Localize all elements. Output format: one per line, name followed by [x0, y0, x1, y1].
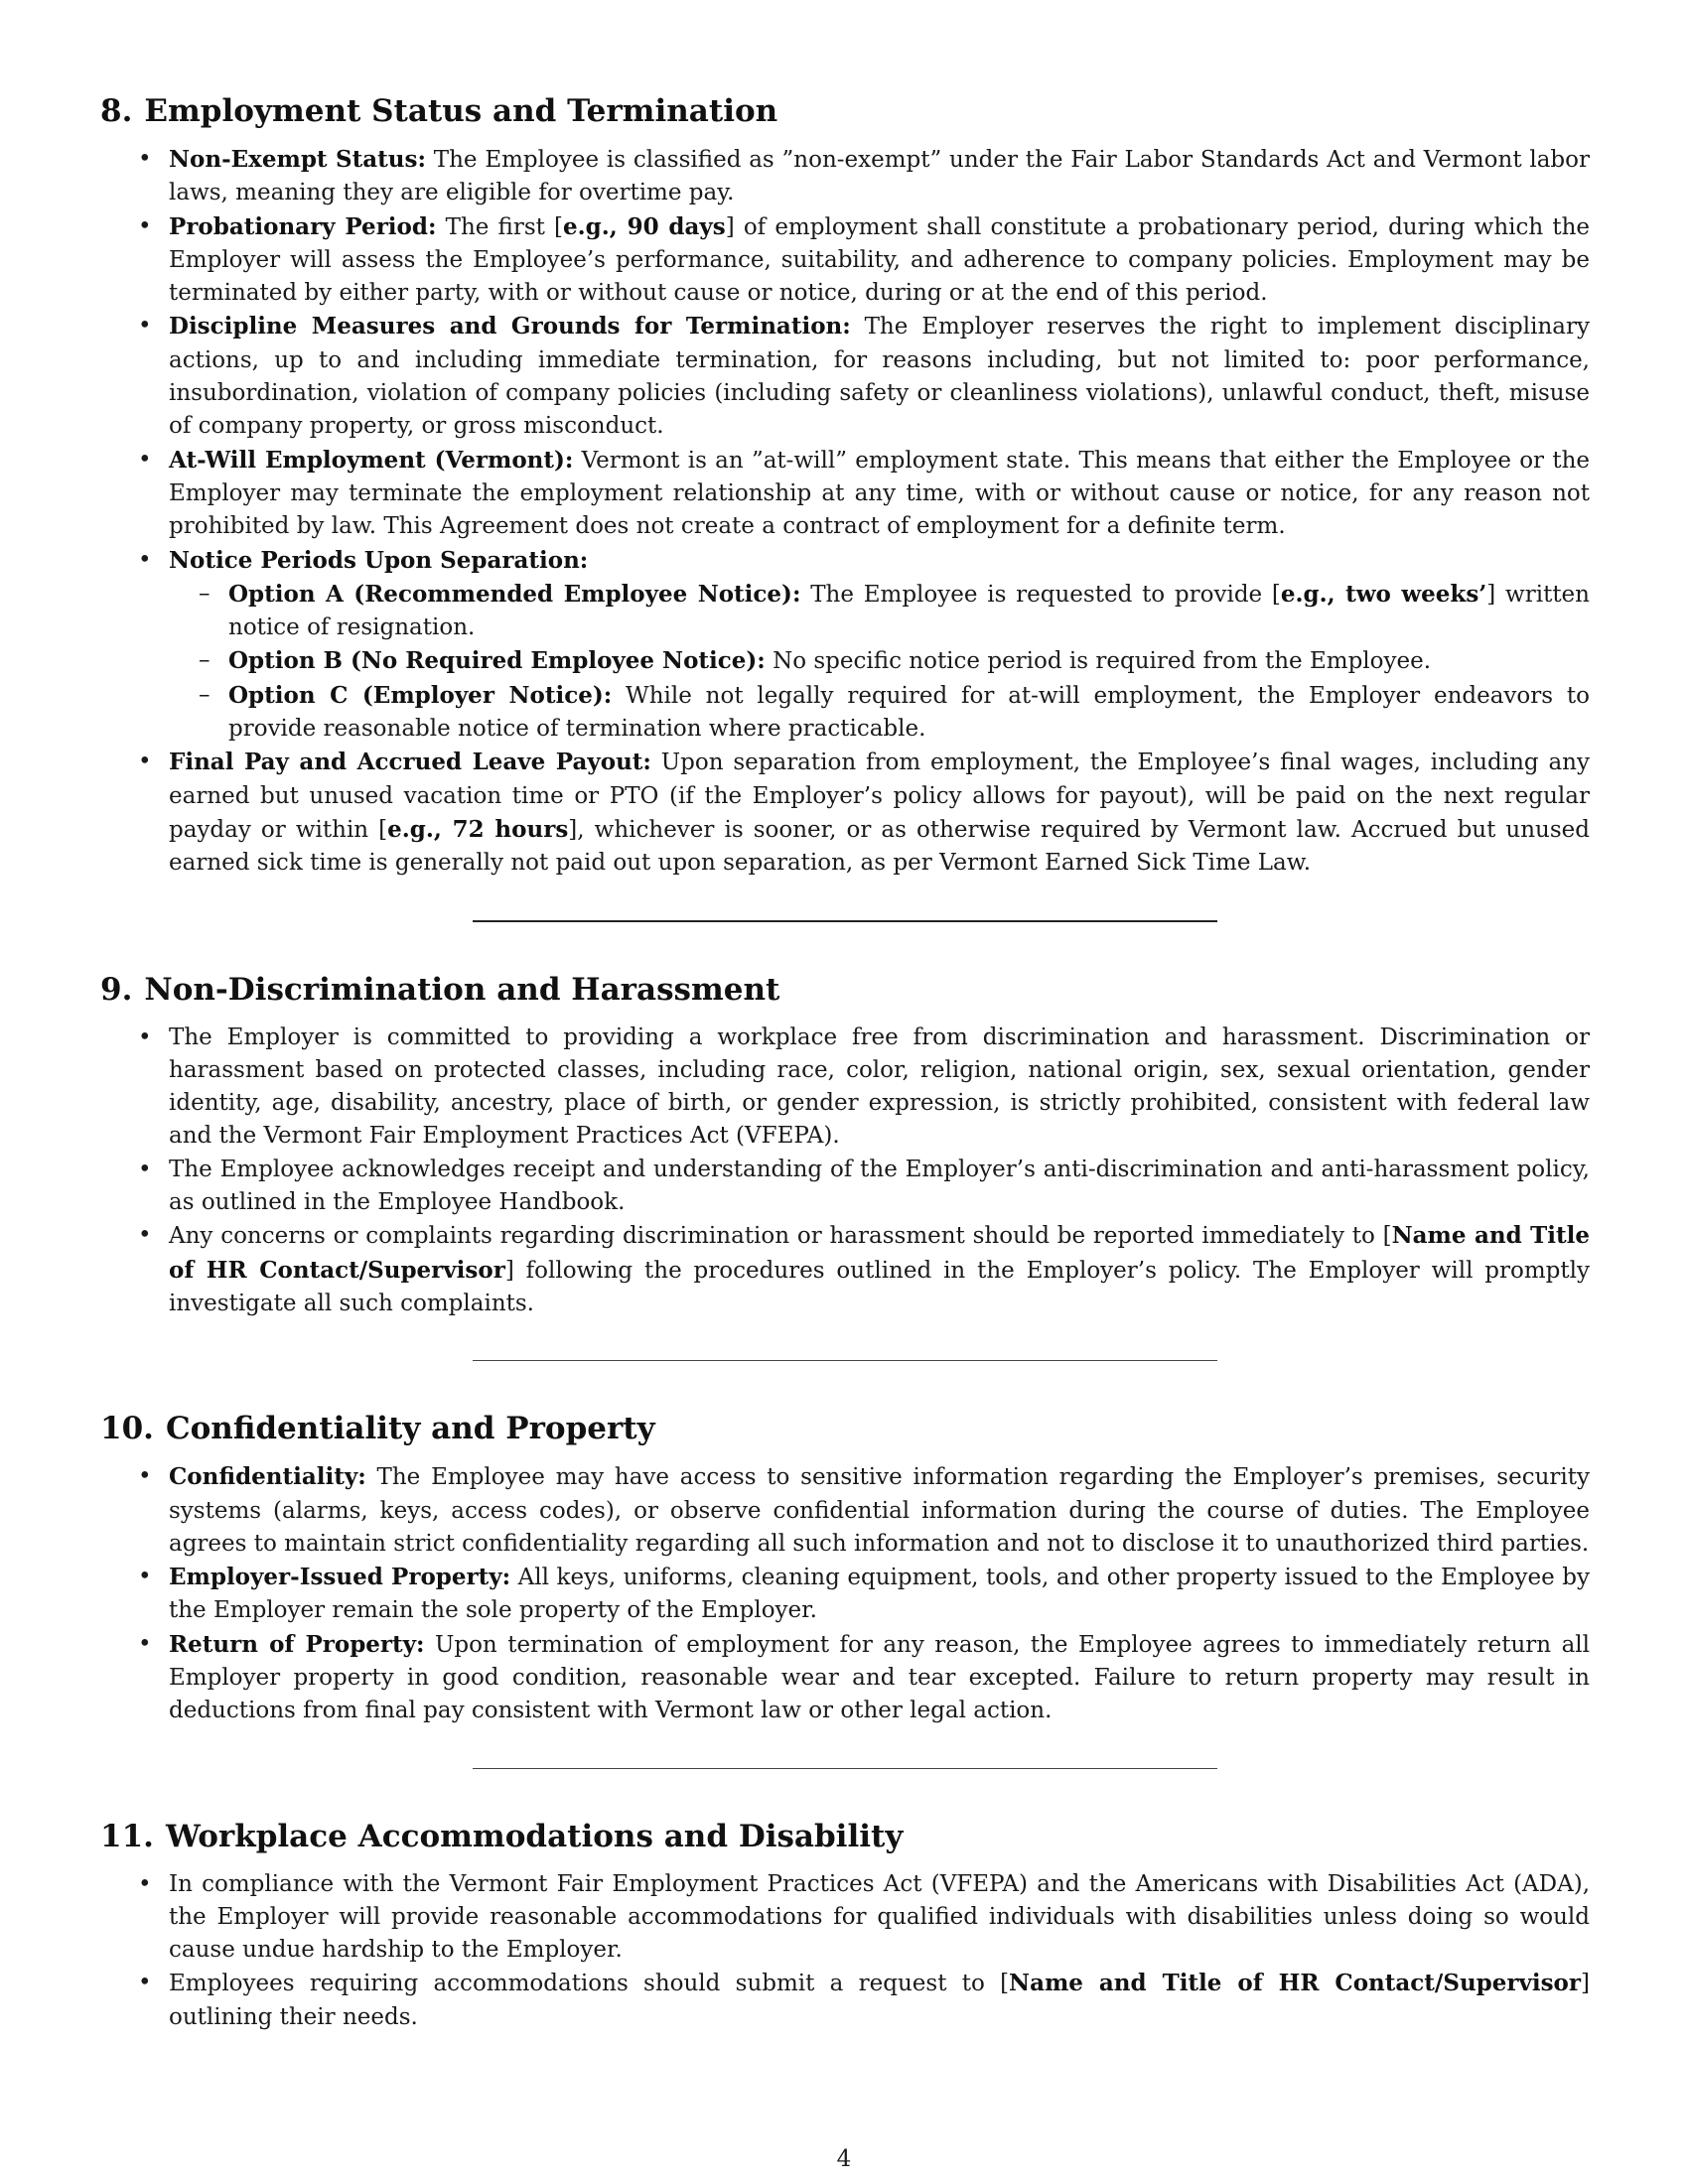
- section-divider: [473, 920, 1217, 922]
- item-text: ] following the procedures outlined in the Employer’s policy. The Employer will promptly investigate all such complaints.: [169, 1257, 1590, 1316]
- item-label: Confidentiality:: [169, 1463, 366, 1491]
- item-text: The first [: [436, 213, 563, 240]
- list-item: [100, 444, 1590, 544]
- item-label: Final Pay and Accrued Leave Payout:: [169, 749, 651, 776]
- item-text: The Employee is classified as ”non-exempt” under the Fair Labor Standards Act and Vermont labor laws, meaning they are eligible for overtime pay.: [169, 147, 1590, 206]
- section-11: [100, 1817, 1590, 2034]
- item-text: Upon termination of employment for any reason, the Employee agrees to immediately return all Employer property in good condition, reasonable wear and tear excepted. Failure to return property may result in deductions from final pay consistent with Vermont law or other legal action.: [169, 1631, 1590, 1724]
- section-number: 9.: [100, 971, 133, 1008]
- sub-list-item: [169, 679, 1590, 747]
- list-item: [100, 1868, 1590, 1968]
- list-item: [100, 210, 1590, 311]
- section-8: [100, 91, 1590, 922]
- item-placeholder: Name and Title of HR Contact/Supervisor: [169, 1222, 1591, 1284]
- sub-item-label: Option B (No Required Employee Notice):: [228, 647, 766, 675]
- list-item: [100, 1967, 1590, 2034]
- section-10: [100, 1409, 1590, 1768]
- item-label: Non-Exempt Status:: [169, 146, 426, 173]
- list-item: [100, 310, 1590, 443]
- item-placeholder: e.g., 90 days: [563, 212, 726, 240]
- sub-list-item: [169, 578, 1590, 645]
- sub-item-text: While not legally required for at-will employment, the Employer endeavors to provide reasonable notice of termination where practicable.: [228, 682, 1590, 743]
- list-item: [100, 1628, 1590, 1728]
- sub-list: [169, 578, 1590, 746]
- list-item: [100, 1561, 1590, 1628]
- list-item: [100, 746, 1590, 880]
- section-heading: [100, 970, 1590, 1010]
- sub-item-text: The Employee is requested to provide [: [800, 581, 1281, 608]
- section-heading: [100, 1817, 1590, 1856]
- list-item: [100, 1022, 1590, 1154]
- page-number: 4: [836, 2146, 852, 2172]
- sub-item-label: Option C (Employer Notice):: [228, 681, 613, 709]
- section-title: Employment Status and Termination: [144, 93, 778, 129]
- item-text: ], whichever is sooner, or as otherwise required by Vermont law. Accrued but unused earned sick time is generally not paid out upon separation, as per Vermont Earned Sick Time Law.: [169, 816, 1591, 877]
- item-text: Upon separation from employment, the Employee’s final wages, including any earned but unused vacation time or PTO (if the Employer’s policy allows for payout), will be paid on the next regular payday or within [: [169, 750, 1590, 843]
- section-heading: [100, 91, 1590, 131]
- item-placeholder: e.g., 72 hours: [387, 815, 569, 843]
- item-text: Vermont is an ”at-will” employment state. This means that either the Employee or the Employer may terminate the employment relationship at any time, with or without cause or notice, for any reason not prohibited by law. This Agreement does not create a contract of employment for a definite term.: [169, 447, 1590, 540]
- sub-list-item: [169, 644, 1590, 678]
- section-divider: [473, 1768, 1217, 1769]
- section-divider: [473, 1360, 1217, 1361]
- page-content: [100, 91, 1590, 2064]
- section-number: 8.: [100, 93, 133, 129]
- item-text: In compliance with the Vermont Fair Employment Practices Act (VFEPA) and the Americans with Disabilities Act (ADA), the Employer will provide reasonable accommodations for qualified individuals with disabilities unless doing so would cause undue hardship to the Employer.: [169, 1870, 1590, 1964]
- sub-item-text: No specific notice period is required from the Employee.: [765, 648, 1432, 675]
- item-text: The Employee acknowledges receipt and understanding of the Employer’s anti-discrimination and anti-harassment policy, as outlined in the Employee Handbook.: [169, 1156, 1590, 1216]
- item-text: ] of employment shall constitute a probationary period, during which the Employer will assess the Employee’s performance, suitability, and adherence to company policies. Employment may be terminated by either party, with or without cause or notice, during or at the end of this period.: [169, 213, 1590, 307]
- section-title: Confidentiality and Property: [165, 1411, 655, 1447]
- item-text: The Employer reserves the right to implement disciplinary actions, up to and including immediate termination, for reasons including, but not limited to: poor performance, insubordination, violation of company policies (including safety or cleanliness violations), unlawful conduct, theft, misuse of company property, or gross misconduct.: [169, 314, 1590, 440]
- section-list: [100, 143, 1590, 881]
- item-label: Return of Property:: [169, 1630, 425, 1658]
- item-text: The Employer is committed to providing a workplace free from discrimination and harassment. Discrimination or harassment based on protected classes, including race, color, religion, national origin, sex, sexual orientation, gender identity, age, disability, ancestry, place of birth, or gender expression, is strictly prohibited, consistent with federal law and the Vermont Fair Employment Practices Act (VFEPA).: [169, 1024, 1590, 1150]
- section-list: [100, 1022, 1590, 1321]
- section-number: 11.: [100, 1818, 154, 1854]
- item-label: Discipline Measures and Grounds for Termination:: [169, 313, 851, 341]
- item-text: Employees requiring accommodations should submit a request to [: [169, 1971, 1010, 1997]
- list-item: [100, 1154, 1590, 1220]
- section-heading: [100, 1409, 1590, 1448]
- item-label: At-Will Employment (Vermont):: [169, 446, 574, 474]
- section-title: Workplace Accommodations and Disability: [165, 1818, 904, 1854]
- sub-item-text: ] written notice of resignation.: [228, 581, 1590, 641]
- item-text: The Employee may have access to sensitive information regarding the Employer’s premises, security systems (alarms, keys, access codes), or observe confidential information during the course of duties. The Employee agrees to maintain strict confidentiality regarding all such information and not to disclose it to unauthorized third parties.: [169, 1464, 1590, 1557]
- item-placeholder: Name and Title of HR Contact/Supervisor: [1009, 1970, 1582, 1997]
- item-label: Notice Periods Upon Separation:: [169, 546, 589, 574]
- item-text: Any concerns or complaints regarding discrimination or harassment should be reported immediately to [: [169, 1223, 1392, 1250]
- item-placeholder: e.g., two weeks’: [1280, 580, 1487, 608]
- section-list: [100, 1460, 1590, 1727]
- item-text: ] outlining their needs.: [169, 1971, 1590, 2030]
- list-item: [100, 1460, 1590, 1561]
- list-item: [100, 1219, 1590, 1320]
- sub-item-label: Option A (Recommended Employee Notice):: [228, 580, 801, 608]
- section-9: [100, 970, 1590, 1362]
- list-item: [100, 544, 1590, 747]
- section-number: 10.: [100, 1411, 154, 1447]
- section-title: Non-Discrimination and Harassment: [144, 971, 780, 1008]
- item-label: Probationary Period:: [169, 212, 437, 240]
- item-label: Employer-Issued Property:: [169, 1564, 511, 1591]
- list-item: [100, 143, 1590, 210]
- item-text: All keys, uniforms, cleaning equipment, tools, and other property issued to the Employee by the Employer remain the sole property of the Employer.: [169, 1565, 1591, 1624]
- section-list: [100, 1868, 1590, 2034]
